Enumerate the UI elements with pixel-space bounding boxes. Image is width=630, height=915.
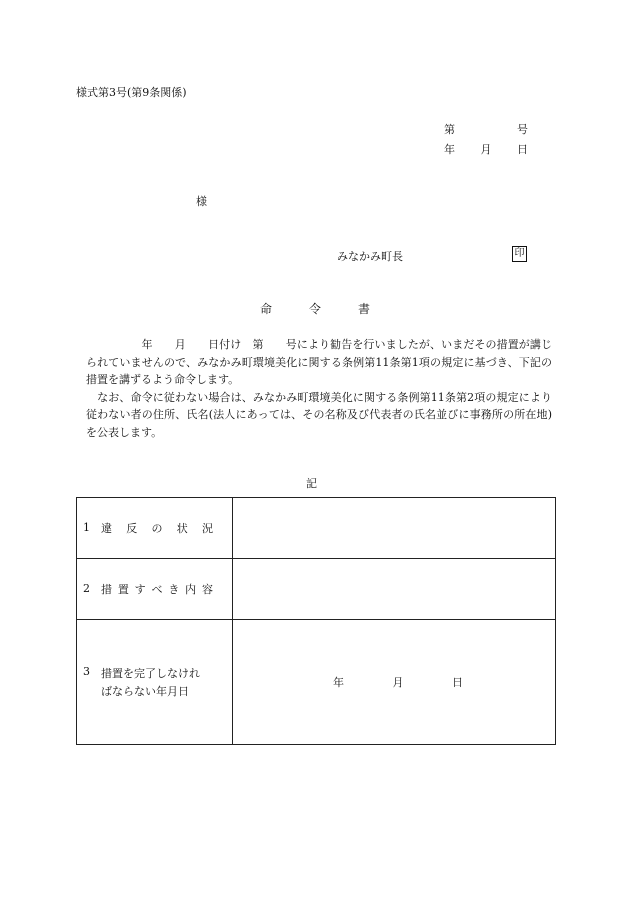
label-line-1: 措置を完了しなけれ (101, 666, 200, 680)
body-paragraph-2: なお、命令に従わない場合は、みなかみ町環境美化に関する条例第11条第2項の規定により従わない者の住所、氏名(法人にあっては、その名称及び代表者の氏名並びに事務所の所在地)を公表します。 (86, 390, 552, 439)
date-day: 日 (517, 143, 528, 156)
table-row (77, 619, 556, 744)
date-month: 月 (480, 143, 492, 156)
body-paragraph-1: 年 月 日付け 第 号により勧告を行いましたが、いまだその措置が講じられていませんので、みなかみ町環境美化に関する条例第11条第1項の規定に基づき、下記の措置を講ずるよう命令します。 (86, 338, 552, 386)
item-value-violation[interactable] (233, 498, 556, 559)
table-row (77, 498, 556, 559)
item-index: 2 (83, 582, 90, 596)
label-char: き (168, 582, 180, 596)
item-label-measures (77, 558, 233, 619)
item-label-violation (77, 498, 233, 559)
item-label-deadline (77, 619, 233, 744)
ki-heading: 記 (306, 477, 317, 490)
document-date (444, 141, 528, 157)
label-char: の (151, 521, 163, 535)
number-go: 号 (517, 123, 528, 136)
label-char: 措 (101, 582, 112, 596)
item-value-measures[interactable] (233, 558, 556, 619)
deadline-day: 日 (452, 675, 463, 689)
number-dai: 第 (444, 123, 455, 136)
addressee-suffix: 様 (196, 195, 207, 208)
title-char: 書 (357, 302, 370, 316)
form-number: 様式第3号(第9条関係) (76, 86, 187, 99)
date-year: 年 (444, 143, 455, 156)
label-char: 況 (202, 521, 213, 535)
items-table (76, 497, 556, 745)
label-char: す (134, 582, 146, 596)
label-line-2: ばならない年月日 (101, 684, 189, 698)
document-title (260, 300, 370, 317)
item-index: 3 (83, 664, 90, 678)
seal-mark: 印 (512, 246, 527, 262)
body-text (86, 336, 552, 441)
document-number (444, 121, 528, 137)
title-char: 令 (308, 302, 321, 316)
label-char: 置 (117, 582, 129, 596)
item-index: 1 (83, 521, 90, 535)
deadline-month: 月 (392, 675, 404, 689)
label-char: 状 (176, 521, 188, 535)
deadline-year: 年 (333, 675, 344, 689)
label-char: べ (151, 582, 163, 596)
item-value-deadline[interactable] (233, 619, 556, 744)
table-row (77, 558, 556, 619)
label-char: 内 (185, 582, 197, 596)
label-char: 容 (201, 582, 213, 596)
label-char: 反 (126, 521, 138, 535)
issuer-name: みなかみ町長 (337, 250, 403, 263)
title-char: 命 (260, 302, 273, 316)
label-char: 違 (101, 521, 112, 535)
